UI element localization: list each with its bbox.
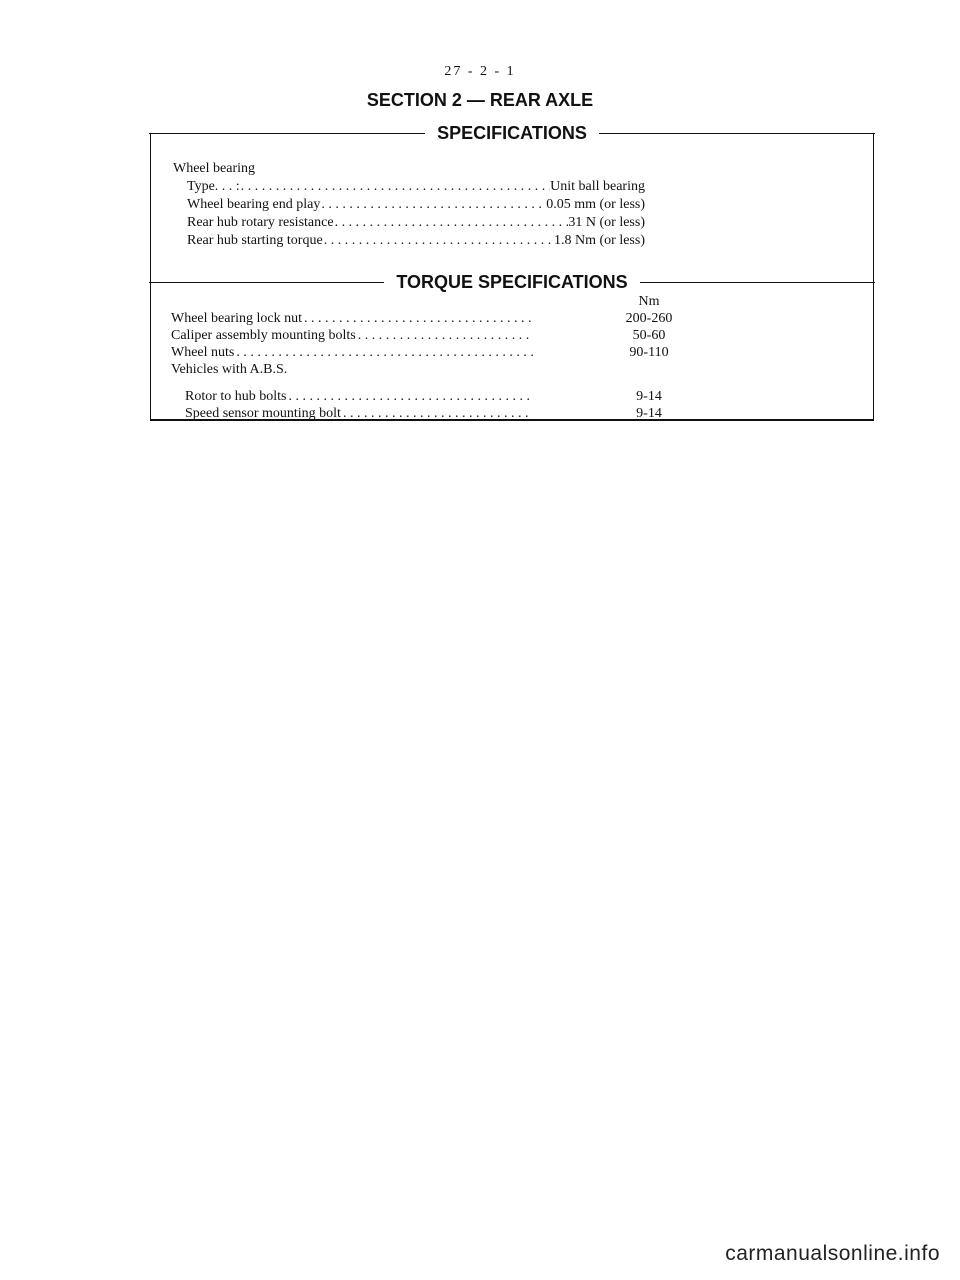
torque-row-lock-nut <box>171 310 691 327</box>
spec-value: 1.8 Nm (or less) <box>554 233 645 248</box>
heading-rule-left <box>149 282 384 283</box>
dot-leader <box>241 178 550 196</box>
spec-row-end-play <box>187 196 645 214</box>
specifications-list <box>173 160 645 250</box>
spec-row-type <box>187 178 645 196</box>
spec-value: 0.05 mm (or less) <box>546 197 645 212</box>
heading-rule-left <box>149 133 425 134</box>
unit-label: Nm <box>638 294 660 309</box>
torque-label: Wheel nuts <box>171 345 235 360</box>
torque-heading-line <box>149 272 875 292</box>
spec-row-rotary-resistance <box>187 214 645 232</box>
page-number: 27 - 2 - 1 <box>444 64 516 79</box>
footer-watermark: carmanualsonline.info <box>725 1242 940 1265</box>
dot-leader <box>358 327 533 344</box>
heading-rule-right <box>599 133 875 134</box>
specifications-box <box>150 123 874 421</box>
section-title: SECTION 2 — REAR AXLE <box>366 90 594 110</box>
torque-value: 200-260 <box>625 311 673 326</box>
spec-label: Type. . . : <box>187 179 240 194</box>
dot-leader <box>289 388 533 405</box>
torque-row-wheel-nuts <box>171 344 691 361</box>
torque-row-rotor-bolts <box>171 388 691 405</box>
spec-label: Rear hub starting torque <box>187 233 323 248</box>
dot-leader <box>304 310 533 327</box>
spec-label: Rear hub rotary resistance <box>187 215 334 230</box>
dot-leader <box>343 405 533 422</box>
torque-value: 50-60 <box>632 328 666 343</box>
torque-specifications-heading: TORQUE SPECIFICATIONS <box>396 272 628 292</box>
torque-specifications-list <box>171 293 691 422</box>
specifications-heading-line <box>149 123 875 143</box>
torque-value: 9-14 <box>636 406 662 421</box>
unit-header <box>171 293 691 310</box>
torque-value: 90-110 <box>629 345 669 360</box>
spec-value: 31 N (or less) <box>568 215 645 230</box>
torque-label: Wheel bearing lock nut <box>171 311 303 326</box>
spec-label: Wheel bearing end play <box>187 197 321 212</box>
spec-value: Unit ball bearing <box>550 179 645 194</box>
torque-label: Speed sensor mounting bolt <box>185 406 341 421</box>
heading-rule-right <box>640 282 875 283</box>
torque-row-caliper-bolts <box>171 327 691 344</box>
wheel-bearing-group-label: Wheel bearing <box>173 161 256 176</box>
abs-group-label: Vehicles with A.B.S. <box>171 362 288 377</box>
specifications-heading: SPECIFICATIONS <box>437 123 587 143</box>
torque-label: Caliper assembly mounting bolts <box>171 328 356 343</box>
dot-leader <box>321 196 546 214</box>
torque-row-speed-sensor-bolt <box>171 405 691 422</box>
spec-row-starting-torque <box>187 232 645 250</box>
dot-leader <box>335 214 569 232</box>
dot-leader <box>236 344 533 361</box>
torque-label: Rotor to hub bolts <box>185 389 287 404</box>
dot-leader <box>324 232 554 250</box>
torque-value: 9-14 <box>636 389 662 404</box>
